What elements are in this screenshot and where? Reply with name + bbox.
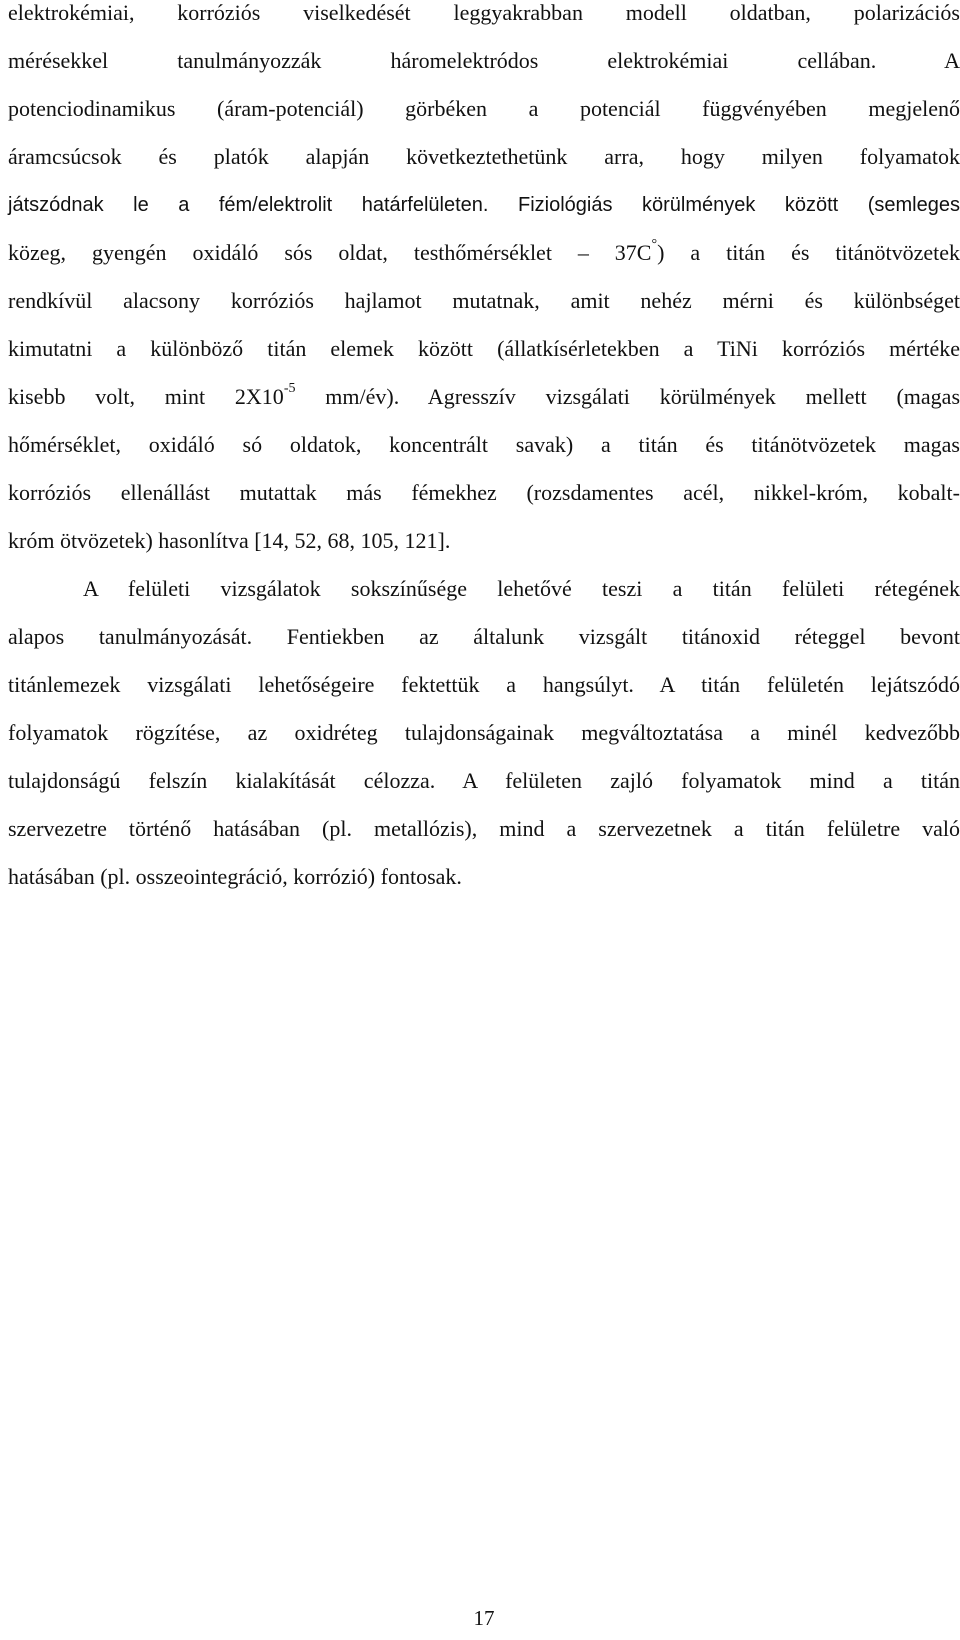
text-line: áramcsúcsok és platók alapján következtethetünk arra, hogy milyen folyamatok [8, 144, 960, 169]
exponent-superscript: -5 [283, 381, 296, 396]
text-line: potenciodinamikus (áram-potenciál) görbéken a potenciál függvényében megjelenő [8, 96, 960, 121]
text-line: titánlemezek vizsgálati lehetőségeire fektettük a hangsúlyt. A titán felületén lejátszódó [8, 672, 960, 697]
text-segment: mm/év). Agresszív vizsgálati körülmények mellett (magas [295, 384, 960, 409]
text-line: folyamatok rögzítése, az oxidréteg tulajdonságainak megváltoztatása a minél kedvezőbb [8, 720, 960, 745]
degree-superscript: ° [651, 237, 658, 252]
page-number: 17 [473, 1606, 495, 1630]
text-line: kimutatni a különböző titán elemek között (állatkísérletekben a TiNi korróziós mértéke [8, 336, 960, 361]
text-line: hőmérséklet, oxidáló só oldatok, koncentrált savak) a titán és titánötvözetek magas [8, 432, 960, 457]
text-segment: ) a titán és titánötvözetek [657, 240, 960, 265]
text-line: rendkívül alacsony korróziós hajlamot mutatnak, amit nehéz mérni és különbséget [8, 288, 960, 313]
text-line: tulajdonságú felszín kialakítását célozza. A felületen zajló folyamatok mind a titán [8, 768, 960, 793]
document-page [8, 0, 960, 1640]
text-line: króm ötvözetek) hasonlítva [14, 52, 68, 105, 121]. [8, 528, 451, 553]
text-line: alapos tanulmányozását. Fentiekben az általunk vizsgált titánoxid réteggel bevont [8, 624, 960, 649]
text-line: mérésekkel tanulmányozzák háromelektródos elektrokémiai cellában. A [8, 48, 960, 73]
text-line: korróziós ellenállást mutattak más fémekhez (rozsdamentes acél, nikkel-króm, kobalt- [8, 480, 960, 505]
paragraph [8, 0, 960, 565]
text-segment: közeg, gyengén oxidáló sós oldat, testhőmérséklet – 37C [8, 240, 652, 265]
text-segment: kisebb volt, mint 2X10 [8, 384, 284, 409]
text-line: szervezetre történő hatásában (pl. metallózis), mind a szervezetnek a titán felületre való [8, 816, 960, 841]
body-text [8, 0, 960, 901]
paragraph [8, 565, 960, 901]
text-line [8, 373, 960, 421]
text-line: A felületi vizsgálatok sokszínűsége lehetővé teszi a titán felületi rétegének [83, 576, 960, 601]
text-line: elektrokémiai, korróziós viselkedését leggyakrabban modell oldatban, polarizációs [8, 0, 960, 25]
text-line: játszódnak le a fém/elektrolit határfelületen. Fiziológiás körülmények között (semleges [8, 194, 960, 216]
text-line: hatásában (pl. osszeointegráció, korrózió) fontosak. [8, 864, 462, 889]
text-line [8, 229, 960, 277]
